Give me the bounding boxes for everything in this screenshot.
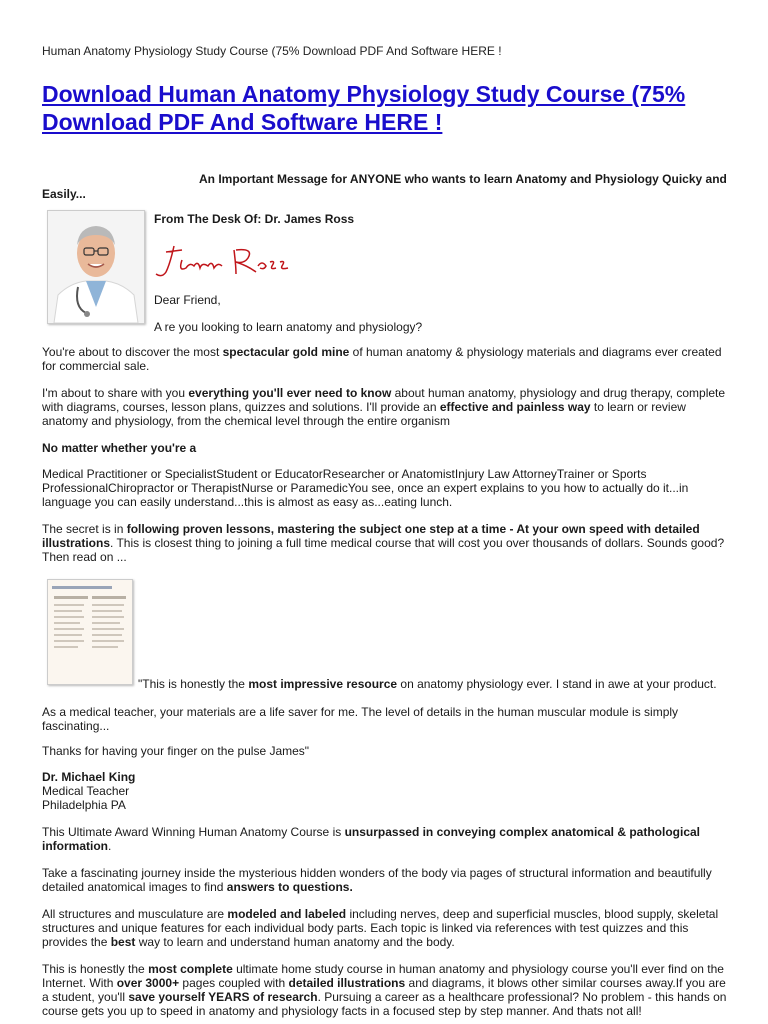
greeting: Dear Friend, (154, 293, 221, 307)
text: . This is closest thing to joining a full time medical course that will cost you over thousands of dollars. Sounds good? Then read on ... (42, 536, 725, 564)
bold-text: most impressive resource (248, 677, 398, 691)
paragraph-most-complete (42, 962, 732, 1018)
bold-text: spectacular gold mine (222, 345, 350, 359)
course-preview-image (48, 580, 132, 684)
text: including nerves, deep and superficial muscles, blood supply, skeletal structures and unique features for each individual body parts. Each topic is linked via references with test quizzes and this provides the (42, 907, 719, 949)
bold-text: unsurpassed in conveying complex anatomical & pathological information (42, 825, 700, 853)
paragraph-gold-mine (42, 345, 732, 373)
course-preview-thumbnail (47, 579, 133, 685)
text: ultimate home study course in human anatomy and physiology course you'll ever find on the Internet. With (42, 962, 724, 990)
paragraph-structures (42, 907, 732, 949)
text: Take a fascinating journey inside the mysterious hidden wonders of the body via pages of structural information and beautifully detailed anatomical images to find (42, 866, 712, 894)
text: This Ultimate Award Winning Human Anatomy Course is (42, 825, 345, 839)
paragraph-journey (42, 866, 732, 894)
important-message (42, 172, 732, 201)
bold-text: over 3000+ (116, 976, 180, 990)
text: This is honestly the (42, 962, 149, 976)
text: on anatomy physiology ever. I stand in awe at your product. (397, 677, 717, 691)
testimonial-paragraph-2: As a medical teacher, your materials are a life saver for me. The level of details in the human muscular module is simply fascinating... (42, 705, 679, 733)
testimonial-author-location: Philadelphia PA (42, 798, 126, 812)
text: way to learn and understand human anatomy and the body. (135, 935, 455, 949)
paragraph-everything (42, 386, 732, 428)
testimonial-author-role: Medical Teacher (42, 784, 130, 798)
text: about human anatomy, physiology and drug therapy, complete with diagrams, courses, lesson plans, quizzes and solutions. I'll provide an (42, 386, 726, 414)
text: . Pursuing a career as a healthcare professional? No problem - this hands on course gets you up to speed in anatomy and physiology facts in a focused step by step manner. And thats not all! (42, 990, 727, 1018)
document-header-title: Human Anatomy Physiology Study Course (75% Download PDF And Software HERE ! (42, 44, 502, 58)
paragraph-award-winning (42, 825, 732, 853)
message-line-1: An Important Message for ANYONE who wants to learn Anatomy and Physiology Quicky and (199, 172, 727, 186)
bold-text: save yourself YEARS of research (128, 990, 318, 1004)
bold-text: modeled and labeled (227, 907, 347, 921)
doctor-photo (47, 210, 145, 324)
bold-text: effective and painless way (439, 400, 591, 414)
testimonial-quote (138, 677, 738, 691)
bold-text: answers to questions. (226, 880, 353, 894)
text: "This is honestly the (138, 677, 249, 691)
no-matter-heading: No matter whether you're a (42, 441, 197, 455)
text: The secret is in (42, 522, 127, 536)
signature-image (152, 238, 292, 284)
testimonial-paragraph-3: Thanks for having your finger on the pulse James" (42, 744, 310, 758)
message-line-2: Easily... (42, 187, 86, 201)
download-link[interactable]: Download Human Anatomy Physiology Study Course (75% Download PDF And Software HERE ! (42, 81, 686, 135)
testimonial-author-name: Dr. Michael King (42, 770, 136, 784)
bold-text: following proven lessons, mastering the subject one step at a time - At your own speed with detailed illustrations (42, 522, 700, 550)
bold-text: best (110, 935, 136, 949)
signature (152, 238, 292, 284)
paragraph-professions: Medical Practitioner or SpecialistStudent or EducatorResearcher or AnatomistInjury Law AttorneyTrainer or Sports ProfessionalChiropractor or TherapistNurse or ParamedicYou see, once an expert explains to you how to actually do it...in language you can easily understand...this is almost as easy as...eating lunch. (42, 467, 689, 509)
text: I'm about to share with you (42, 386, 189, 400)
bold-text: everything you'll ever need to know (188, 386, 392, 400)
question-line: A re you looking to learn anatomy and physiology? (154, 320, 423, 334)
from-desk-line: From The Desk Of: Dr. James Ross (154, 212, 355, 226)
text: of human anatomy & physiology materials and diagrams ever created for commercial sale. (42, 345, 722, 373)
text: and diagrams, it blows other similar courses away.If you are a student, you'll (42, 976, 726, 1004)
bold-text: most complete (148, 962, 233, 976)
doctor-photo-image (48, 211, 144, 323)
text: to learn or review anatomy and physiology, from the chemical level through the entire organism (42, 400, 686, 428)
text: All structures and musculature are (42, 907, 228, 921)
paragraph-secret (42, 522, 732, 564)
text: pages coupled with (179, 976, 289, 990)
text: You're about to discover the most (42, 345, 223, 359)
bold-text: detailed illustrations (288, 976, 406, 990)
text: . (108, 839, 112, 853)
